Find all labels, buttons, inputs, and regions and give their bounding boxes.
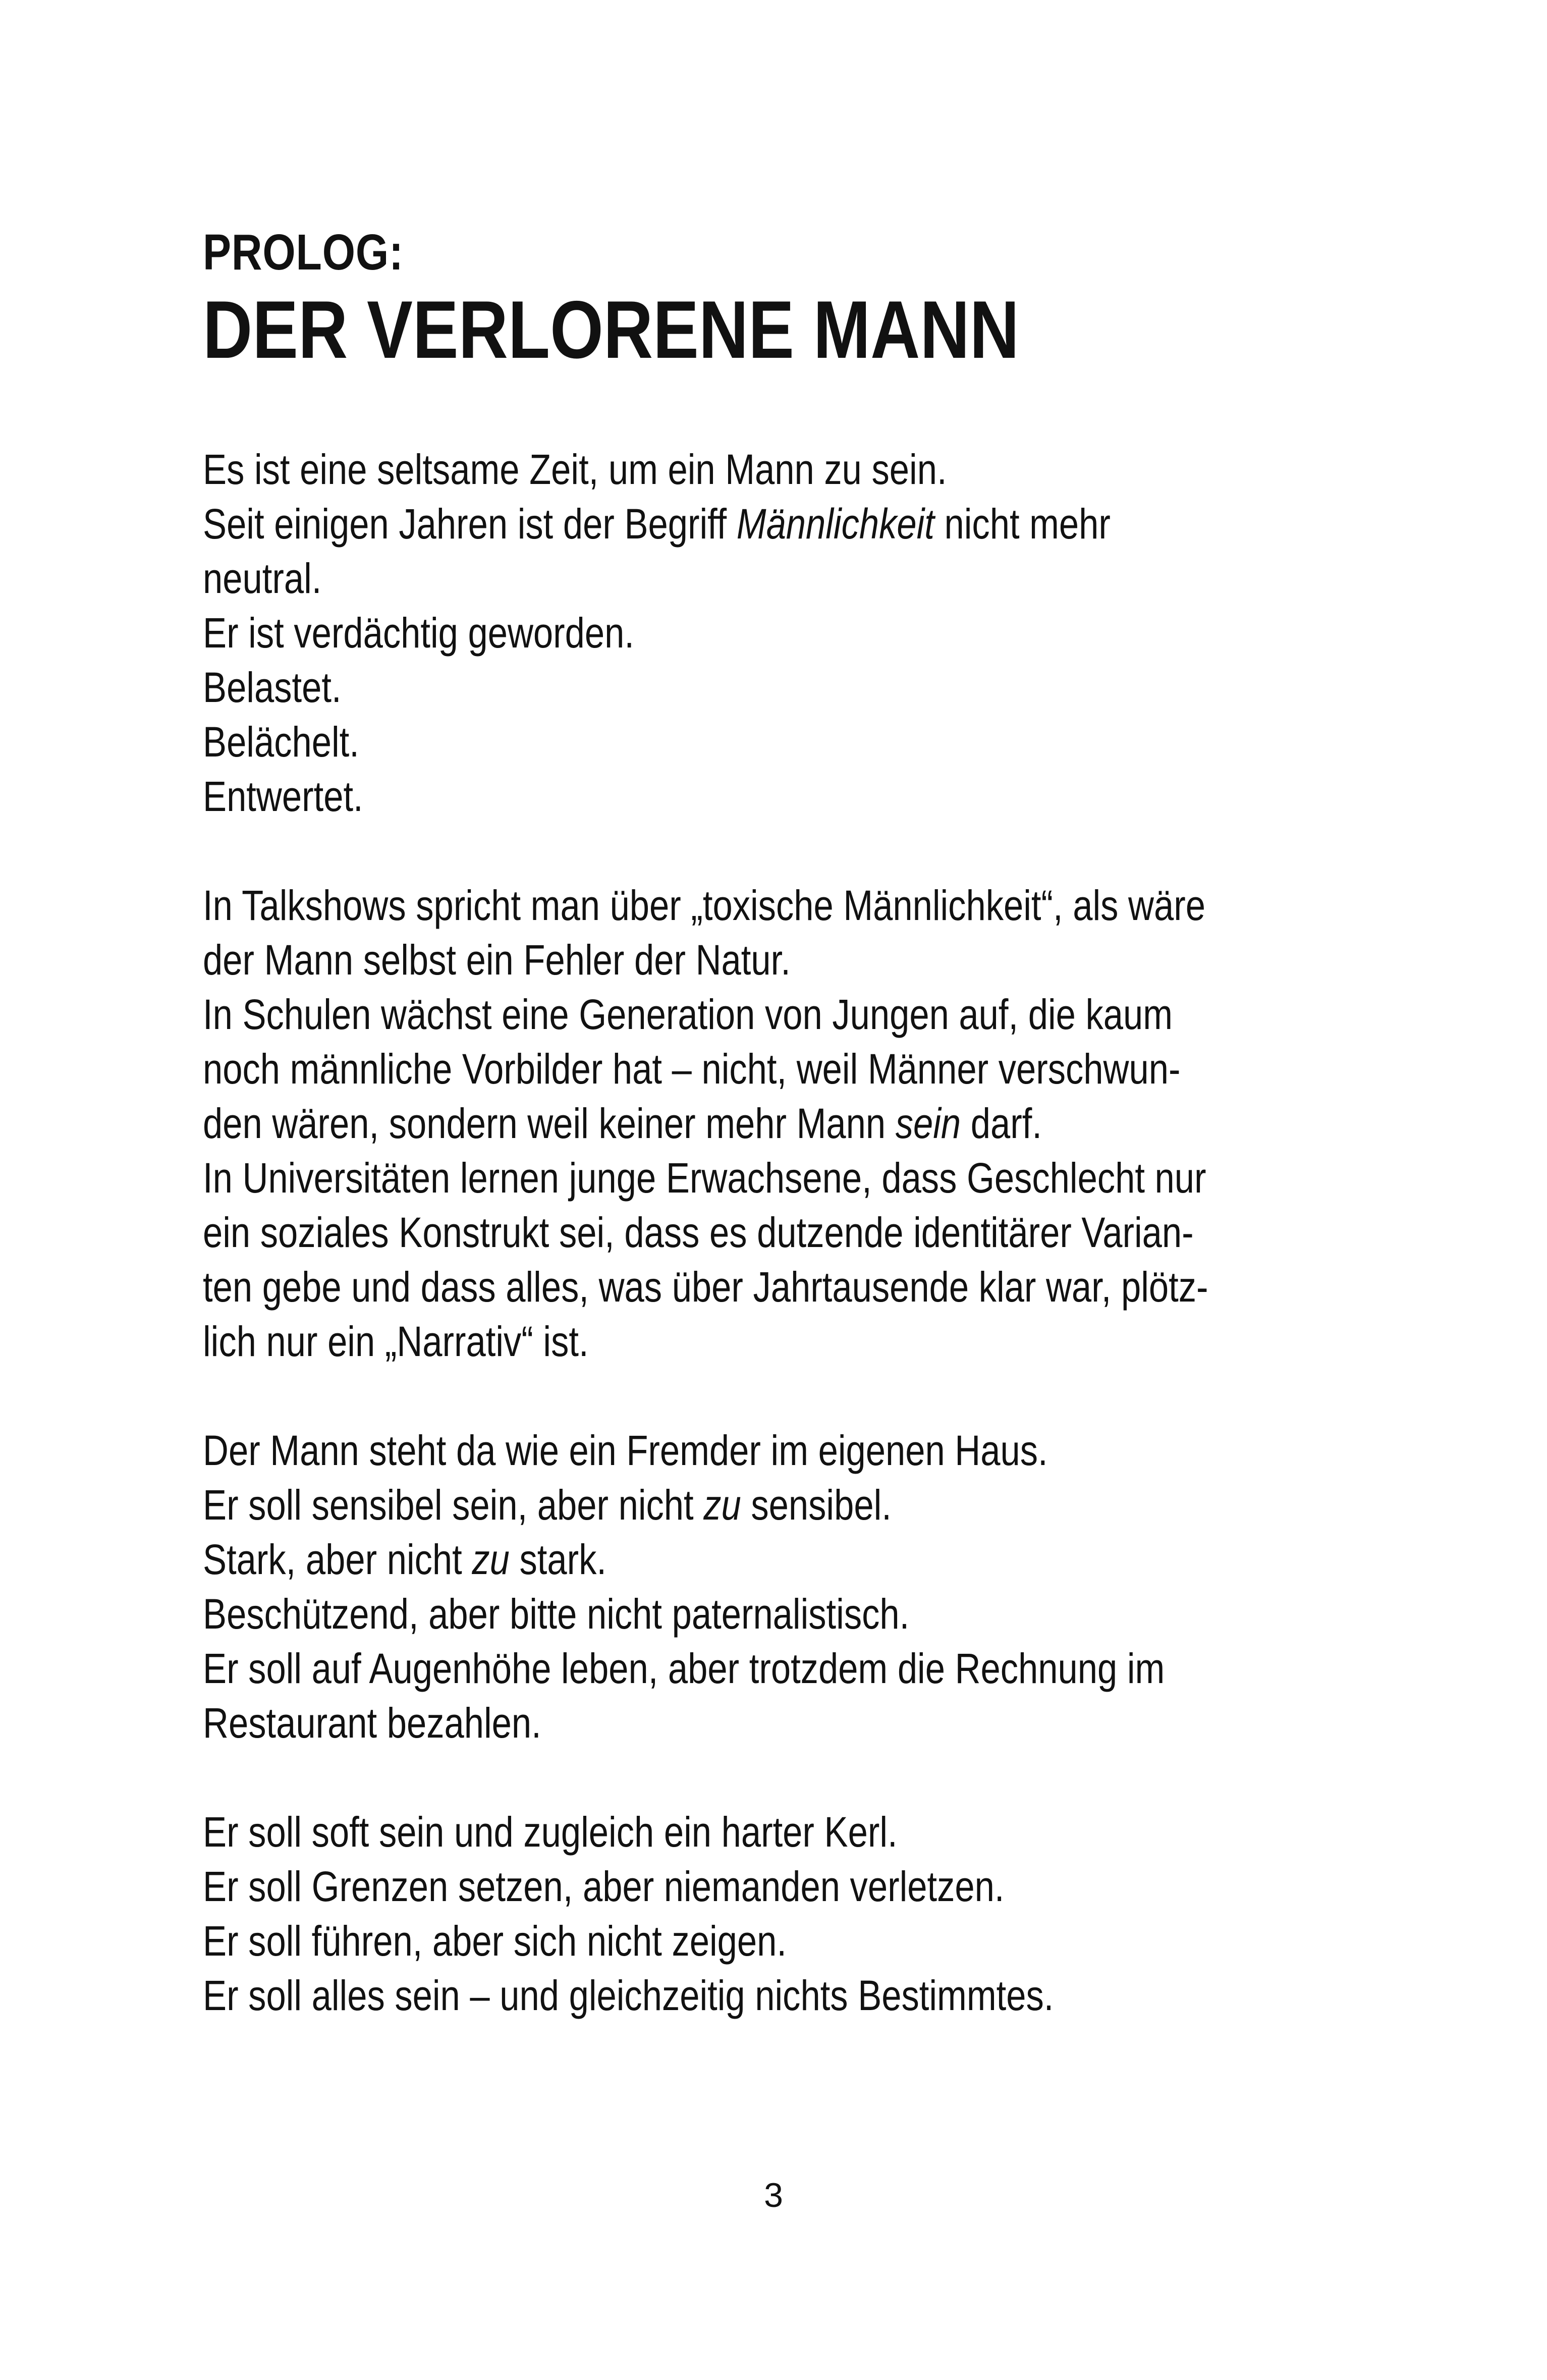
paragraph <box>203 442 1363 824</box>
text-segment: noch männliche Vorbilder hat – nicht, weil Männer verschwun- <box>203 1045 1181 1093</box>
italic-text: zu <box>703 1481 741 1529</box>
text-segment: In Universitäten lernen junge Erwachsene, dass Geschlecht nur <box>203 1154 1206 1202</box>
text-line <box>203 987 1178 1042</box>
text-segment: lich nur ein „Narrativ“ ist. <box>203 1318 589 1365</box>
text-line <box>203 1260 1208 1314</box>
text-line <box>203 1205 1194 1260</box>
text-line <box>203 497 1178 551</box>
text-line <box>203 1096 1178 1151</box>
text-segment: der Mann selbst ein Fehler der Natur. <box>203 936 791 984</box>
text-line <box>203 769 1178 824</box>
text-line <box>203 1532 1178 1587</box>
text-line <box>203 878 1205 933</box>
text-segment: darf. <box>961 1100 1042 1147</box>
text-segment: Der Mann steht da wie ein Fremder im eigenen Haus. <box>203 1427 1048 1474</box>
text-line <box>203 660 1178 715</box>
text-line <box>203 551 1178 606</box>
text-segment: Stark, aber nicht <box>203 1536 472 1583</box>
text-line <box>203 1968 1178 2023</box>
text-segment: Restaurant bezahlen. <box>203 1699 541 1747</box>
text-line <box>203 715 1178 769</box>
text-line <box>203 1478 1178 1532</box>
text-segment: nicht mehr <box>934 500 1111 548</box>
text-segment: neutral. <box>203 555 322 602</box>
text-line <box>203 442 1178 497</box>
text-line <box>203 1042 1181 1096</box>
paragraph <box>203 1805 1363 2023</box>
text-line <box>203 1423 1178 1478</box>
text-line <box>203 1859 1178 1914</box>
text-line <box>203 1805 1178 1859</box>
text-segment: stark. <box>509 1536 607 1583</box>
text-segment: den wären, sondern weil keiner mehr Mann <box>203 1100 896 1147</box>
text-line <box>203 1151 1206 1205</box>
paragraph <box>203 1423 1363 1750</box>
text-segment: sensibel. <box>741 1481 892 1529</box>
chapter-heading <box>203 222 1363 375</box>
text-line <box>203 1314 1178 1369</box>
text-segment: Er ist verdächtig geworden. <box>203 609 634 657</box>
text-segment: Er soll auf Augenhöhe leben, aber trotzdem die Rechnung im <box>203 1645 1165 1692</box>
text-segment: ein soziales Konstrukt sei, dass es dutzende identitärer Varian- <box>203 1209 1194 1256</box>
text-segment: Er soll soft sein und zugleich ein harter Kerl. <box>203 1808 898 1856</box>
text-line <box>203 1587 1178 1641</box>
text-segment: Er soll führen, aber sich nicht zeigen. <box>203 1917 787 1965</box>
text-segment: Belastet. <box>203 664 342 711</box>
text-line <box>203 606 1178 660</box>
chapter-kicker: PROLOG: <box>203 224 404 281</box>
paragraph <box>203 878 1363 1369</box>
text-segment: Er soll Grenzen setzen, aber niemanden verletzen. <box>203 1863 1005 1910</box>
text-segment: ten gebe und dass alles, was über Jahrtausende klar war, plötz- <box>203 1263 1208 1311</box>
chapter-body <box>203 442 1363 2077</box>
italic-text: Männlichkeit <box>736 500 934 548</box>
text-segment: Beschützend, aber bitte nicht paternalistisch. <box>203 1590 910 1638</box>
text-line <box>203 933 1178 987</box>
text-segment: In Schulen wächst eine Generation von Jungen auf, die kaum <box>203 991 1173 1038</box>
text-segment: Er soll alles sein – und gleichzeitig nichts Bestimmtes. <box>203 1972 1054 2019</box>
italic-text: zu <box>472 1536 510 1583</box>
text-line <box>203 1641 1178 1696</box>
page-number: 3 <box>764 2176 783 2214</box>
text-segment: Er soll sensibel sein, aber nicht <box>203 1481 704 1529</box>
text-segment: Belächelt. <box>203 718 359 766</box>
text-line <box>203 1696 1178 1750</box>
chapter-title: DER VERLORENE MANN <box>203 284 1019 375</box>
italic-text: sein <box>895 1100 961 1147</box>
text-segment: In Talkshows spricht man über „toxische Männlichkeit“, als wäre <box>203 882 1205 929</box>
text-segment: Es ist eine seltsame Zeit, um ein Mann zu sein. <box>203 446 947 493</box>
text-segment: Entwertet. <box>203 773 363 820</box>
text-line <box>203 1914 1178 1968</box>
text-segment: Seit einigen Jahren ist der Begriff <box>203 500 737 548</box>
